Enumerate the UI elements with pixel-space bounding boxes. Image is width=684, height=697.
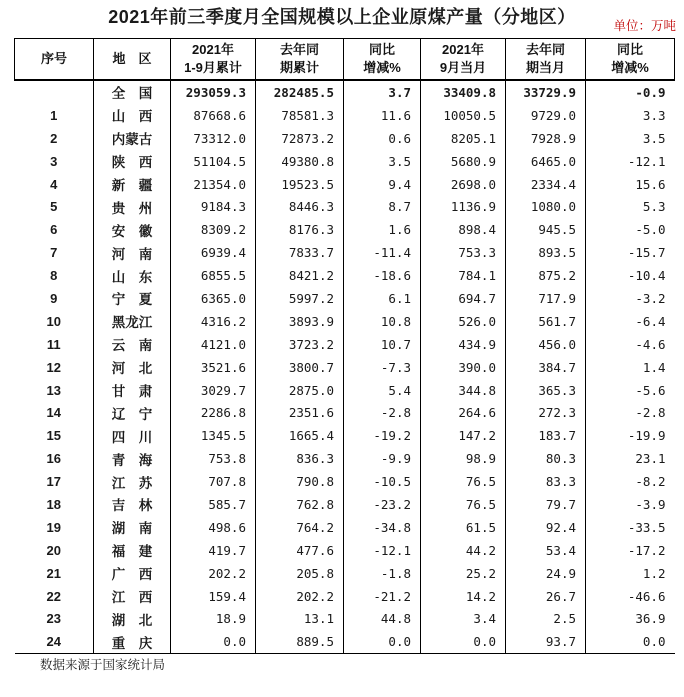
value-cell: 3.4	[421, 607, 506, 630]
value-cell: 526.0	[421, 310, 506, 333]
value-cell: 147.2	[421, 424, 506, 447]
table-row	[15, 287, 675, 310]
value-cell: 7833.7	[256, 241, 344, 264]
value-cell: 282485.5	[256, 80, 344, 104]
value-cell: 87668.6	[171, 104, 256, 127]
value-cell: 893.5	[506, 241, 586, 264]
table-row	[15, 241, 675, 264]
value-cell: 3893.9	[256, 310, 344, 333]
table-header	[15, 39, 675, 81]
value-cell: 1.4	[586, 356, 675, 379]
seq-cell: 21	[46, 565, 61, 581]
col-header-yoy-ytd	[344, 39, 421, 81]
table-row	[15, 424, 675, 447]
value-cell: 0.6	[344, 127, 421, 150]
col-header-region	[94, 39, 171, 81]
value-cell: 585.7	[171, 493, 256, 516]
value-cell: 344.8	[421, 379, 506, 402]
value-cell: 753.3	[421, 241, 506, 264]
table-row	[15, 470, 675, 493]
table-row	[15, 401, 675, 424]
value-cell: 875.2	[506, 264, 586, 287]
seq-cell: 13	[46, 382, 61, 398]
header-line: 期当月	[525, 60, 565, 75]
region-cell: 安 徽	[94, 218, 171, 241]
value-cell: 8446.3	[256, 195, 344, 218]
value-cell: 202.2	[256, 585, 344, 608]
region-cell: 广 西	[94, 562, 171, 585]
region-cell: 黑龙江	[94, 310, 171, 333]
col-header-ytd-2021	[171, 39, 256, 81]
value-cell: 5680.9	[421, 150, 506, 173]
region-cell: 辽 宁	[94, 401, 171, 424]
value-cell: 3.5	[586, 127, 675, 150]
value-cell: 9184.3	[171, 195, 256, 218]
region-cell: 重 庆	[94, 630, 171, 653]
value-cell: 1665.4	[256, 424, 344, 447]
source-note: 数据来源于国家统计局	[40, 658, 166, 672]
value-cell: 36.9	[586, 607, 675, 630]
header-line: 2021年	[192, 42, 234, 58]
value-cell: 6465.0	[506, 150, 586, 173]
region-cell: 河 北	[94, 356, 171, 379]
value-cell: -11.4	[344, 241, 421, 264]
value-cell: 9.4	[344, 173, 421, 196]
value-cell: 3521.6	[171, 356, 256, 379]
value-cell: 365.3	[506, 379, 586, 402]
value-cell: 434.9	[421, 333, 506, 356]
region-cell: 宁 夏	[94, 287, 171, 310]
value-cell: 8421.2	[256, 264, 344, 287]
table-row	[15, 127, 675, 150]
value-cell: 9729.0	[506, 104, 586, 127]
value-cell: 8309.2	[171, 218, 256, 241]
table-row	[15, 195, 675, 218]
value-cell: 3.5	[344, 150, 421, 173]
value-cell: -15.7	[586, 241, 675, 264]
value-cell: -5.0	[586, 218, 675, 241]
value-cell: 694.7	[421, 287, 506, 310]
value-cell: 836.3	[256, 447, 344, 470]
value-cell: 49380.8	[256, 150, 344, 173]
seq-cell: 23	[46, 611, 61, 627]
value-cell: -10.4	[586, 264, 675, 287]
table-body	[15, 80, 675, 654]
value-cell: -9.9	[344, 447, 421, 470]
table-row	[15, 447, 675, 470]
seq-cell: 11	[46, 336, 61, 352]
value-cell: 762.8	[256, 493, 344, 516]
value-cell: 61.5	[421, 516, 506, 539]
value-cell: 44.2	[421, 539, 506, 562]
header-line: 同比	[616, 42, 643, 58]
value-cell: 498.6	[171, 516, 256, 539]
region-cell: 陕 西	[94, 150, 171, 173]
value-cell: -6.4	[586, 310, 675, 333]
region-cell: 云 南	[94, 333, 171, 356]
value-cell: 18.9	[171, 607, 256, 630]
seq-cell: 7	[50, 245, 58, 261]
table-row	[15, 173, 675, 196]
seq-cell	[15, 80, 94, 104]
value-cell: 76.5	[421, 470, 506, 493]
value-cell: -3.2	[586, 287, 675, 310]
header-line: 去年同	[525, 42, 565, 58]
table-row	[15, 493, 675, 516]
value-cell: 0.0	[344, 630, 421, 653]
table-row	[15, 630, 675, 653]
value-cell: -10.5	[344, 470, 421, 493]
region-cell: 内蒙古	[94, 127, 171, 150]
value-cell: 790.8	[256, 470, 344, 493]
table-row	[15, 310, 675, 333]
value-cell: -34.8	[344, 516, 421, 539]
region-cell: 四 川	[94, 424, 171, 447]
value-cell: 53.4	[506, 539, 586, 562]
table-row	[15, 104, 675, 127]
region-cell: 新 疆	[94, 173, 171, 196]
seq-cell: 12	[46, 359, 61, 375]
header-line: 1-9月累计	[184, 60, 242, 75]
seq-cell: 17	[46, 474, 61, 490]
value-cell: 15.6	[586, 173, 675, 196]
value-cell: 1.6	[344, 218, 421, 241]
value-cell: 3800.7	[256, 356, 344, 379]
table-row	[15, 218, 675, 241]
value-cell: 202.2	[171, 562, 256, 585]
header-line: 序号	[40, 51, 67, 67]
value-cell: -8.2	[586, 470, 675, 493]
header-line: 9月当月	[439, 60, 487, 75]
seq-cell: 2	[50, 130, 58, 146]
coal-output-table	[14, 38, 675, 654]
value-cell: 24.9	[506, 562, 586, 585]
seq-cell: 9	[50, 290, 58, 306]
value-cell: -19.9	[586, 424, 675, 447]
value-cell: 5.3	[586, 195, 675, 218]
value-cell: 3029.7	[171, 379, 256, 402]
value-cell: 13.1	[256, 607, 344, 630]
value-cell: 945.5	[506, 218, 586, 241]
seq-cell: 24	[15, 630, 94, 653]
value-cell: 1136.9	[421, 195, 506, 218]
seq-cell: 19	[46, 519, 61, 535]
header-line: 增减%	[363, 60, 401, 75]
region-cell: 河 南	[94, 241, 171, 264]
value-cell: 419.7	[171, 539, 256, 562]
value-cell: -21.2	[344, 585, 421, 608]
value-cell: 80.3	[506, 447, 586, 470]
value-cell: 4316.2	[171, 310, 256, 333]
value-cell: 25.2	[421, 562, 506, 585]
value-cell: 21354.0	[171, 173, 256, 196]
value-cell: 4121.0	[171, 333, 256, 356]
table-row	[15, 562, 675, 585]
col-header-yoy-month	[586, 39, 675, 81]
value-cell: 0.0	[586, 630, 675, 653]
seq-cell: 10	[46, 313, 61, 329]
table-row	[15, 539, 675, 562]
value-cell: -23.2	[344, 493, 421, 516]
table-row	[15, 516, 675, 539]
seq-cell: 8	[50, 268, 58, 284]
value-cell: 1.2	[586, 562, 675, 585]
value-cell: 51104.5	[171, 150, 256, 173]
value-cell: 764.2	[256, 516, 344, 539]
seq-cell: 5	[50, 199, 58, 215]
value-cell: 889.5	[256, 630, 344, 653]
value-cell: 6855.5	[171, 264, 256, 287]
value-cell: 6365.0	[171, 287, 256, 310]
region-cell: 山 东	[94, 264, 171, 287]
value-cell: -46.6	[586, 585, 675, 608]
seq-cell: 15	[46, 428, 61, 444]
value-cell: 561.7	[506, 310, 586, 333]
table-row	[15, 607, 675, 630]
header-line: 期累计	[279, 60, 319, 75]
value-cell: 1080.0	[506, 195, 586, 218]
region-cell: 江 西	[94, 585, 171, 608]
table-row	[15, 150, 675, 173]
value-cell: 11.6	[344, 104, 421, 127]
table-row	[15, 264, 675, 287]
value-cell: 5997.2	[256, 287, 344, 310]
value-cell: 10.7	[344, 333, 421, 356]
value-cell: 76.5	[421, 493, 506, 516]
value-cell: 92.4	[506, 516, 586, 539]
value-cell: 93.7	[506, 630, 586, 653]
value-cell: 477.6	[256, 539, 344, 562]
value-cell: 19523.5	[256, 173, 344, 196]
value-cell: 33729.9	[506, 80, 586, 104]
value-cell: 83.3	[506, 470, 586, 493]
region-cell: 福 建	[94, 539, 171, 562]
value-cell: -5.6	[586, 379, 675, 402]
value-cell: 0.0	[171, 630, 256, 653]
table-row	[15, 585, 675, 608]
table-row	[15, 333, 675, 356]
seq-cell: 20	[46, 542, 61, 558]
value-cell: -17.2	[586, 539, 675, 562]
value-cell: -7.3	[344, 356, 421, 379]
value-cell: 784.1	[421, 264, 506, 287]
col-header-seq	[15, 39, 94, 81]
table-row	[15, 379, 675, 402]
value-cell: 14.2	[421, 585, 506, 608]
value-cell: 390.0	[421, 356, 506, 379]
seq-cell: 1	[50, 107, 58, 123]
region-cell: 全 国	[94, 80, 171, 104]
value-cell: 898.4	[421, 218, 506, 241]
value-cell: 10.8	[344, 310, 421, 333]
region-cell: 甘 肃	[94, 379, 171, 402]
value-cell: -12.1	[586, 150, 675, 173]
value-cell: 2334.4	[506, 173, 586, 196]
header-line: 同比	[368, 42, 395, 58]
value-cell: -4.6	[586, 333, 675, 356]
value-cell: 456.0	[506, 333, 586, 356]
seq-cell: 4	[50, 176, 58, 192]
value-cell: 264.6	[421, 401, 506, 424]
value-cell: 23.1	[586, 447, 675, 470]
value-cell: 44.8	[344, 607, 421, 630]
value-cell: 6.1	[344, 287, 421, 310]
header-row	[15, 39, 675, 81]
header-line: 地 区	[112, 51, 152, 67]
value-cell: 159.4	[171, 585, 256, 608]
value-cell: 205.8	[256, 562, 344, 585]
value-cell: 1345.5	[171, 424, 256, 447]
value-cell: 183.7	[506, 424, 586, 447]
value-cell: 3.7	[344, 80, 421, 104]
col-header-ytd-lastyear	[256, 39, 344, 81]
region-cell: 吉 林	[94, 493, 171, 516]
value-cell: 717.9	[506, 287, 586, 310]
value-cell: 6939.4	[171, 241, 256, 264]
value-cell: 2286.8	[171, 401, 256, 424]
value-cell: 753.8	[171, 447, 256, 470]
value-cell: 272.3	[506, 401, 586, 424]
value-cell: 293059.3	[171, 80, 256, 104]
unit-label: 单位：万吨	[613, 19, 676, 33]
header-line: 增减%	[611, 60, 649, 75]
value-cell: 26.7	[506, 585, 586, 608]
table-row	[15, 356, 675, 379]
seq-cell: 3	[50, 153, 58, 169]
value-cell: 8176.3	[256, 218, 344, 241]
region-cell: 贵 州	[94, 195, 171, 218]
value-cell: -2.8	[586, 401, 675, 424]
value-cell: 707.8	[171, 470, 256, 493]
value-cell: 5.4	[344, 379, 421, 402]
value-cell: -2.8	[344, 401, 421, 424]
region-cell: 湖 南	[94, 516, 171, 539]
table-row	[15, 80, 675, 104]
seq-cell: 6	[50, 222, 58, 238]
value-cell: 10050.5	[421, 104, 506, 127]
value-cell: 2351.6	[256, 401, 344, 424]
seq-cell: 18	[46, 496, 61, 512]
value-cell: 33409.8	[421, 80, 506, 104]
value-cell: -18.6	[344, 264, 421, 287]
region-cell: 青 海	[94, 447, 171, 470]
col-header-month-lastyear	[506, 39, 586, 81]
page-title: 2021年前三季度月全国规模以上企业原煤产量（分地区）	[108, 7, 576, 27]
value-cell: 79.7	[506, 493, 586, 516]
value-cell: 8.7	[344, 195, 421, 218]
value-cell: 7928.9	[506, 127, 586, 150]
header-line: 去年同	[279, 42, 319, 58]
seq-cell: 14	[46, 405, 61, 421]
value-cell: 2698.0	[421, 173, 506, 196]
value-cell: 384.7	[506, 356, 586, 379]
value-cell: -33.5	[586, 516, 675, 539]
value-cell: 98.9	[421, 447, 506, 470]
value-cell: 3723.2	[256, 333, 344, 356]
region-cell: 山 西	[94, 104, 171, 127]
value-cell: -12.1	[344, 539, 421, 562]
region-cell: 江 苏	[94, 470, 171, 493]
value-cell: 8205.1	[421, 127, 506, 150]
value-cell: -0.9	[586, 80, 675, 104]
value-cell: 78581.3	[256, 104, 344, 127]
value-cell: 2.5	[506, 607, 586, 630]
value-cell: 3.3	[586, 104, 675, 127]
value-cell: -19.2	[344, 424, 421, 447]
seq-cell: 22	[46, 588, 61, 604]
value-cell: 73312.0	[171, 127, 256, 150]
header-line: 2021年	[442, 42, 484, 58]
region-cell: 湖 北	[94, 607, 171, 630]
value-cell: 72873.2	[256, 127, 344, 150]
col-header-month-2021	[421, 39, 506, 81]
value-cell: -3.9	[586, 493, 675, 516]
value-cell: -1.8	[344, 562, 421, 585]
value-cell: 2875.0	[256, 379, 344, 402]
seq-cell: 16	[46, 451, 61, 467]
value-cell: 0.0	[421, 630, 506, 653]
